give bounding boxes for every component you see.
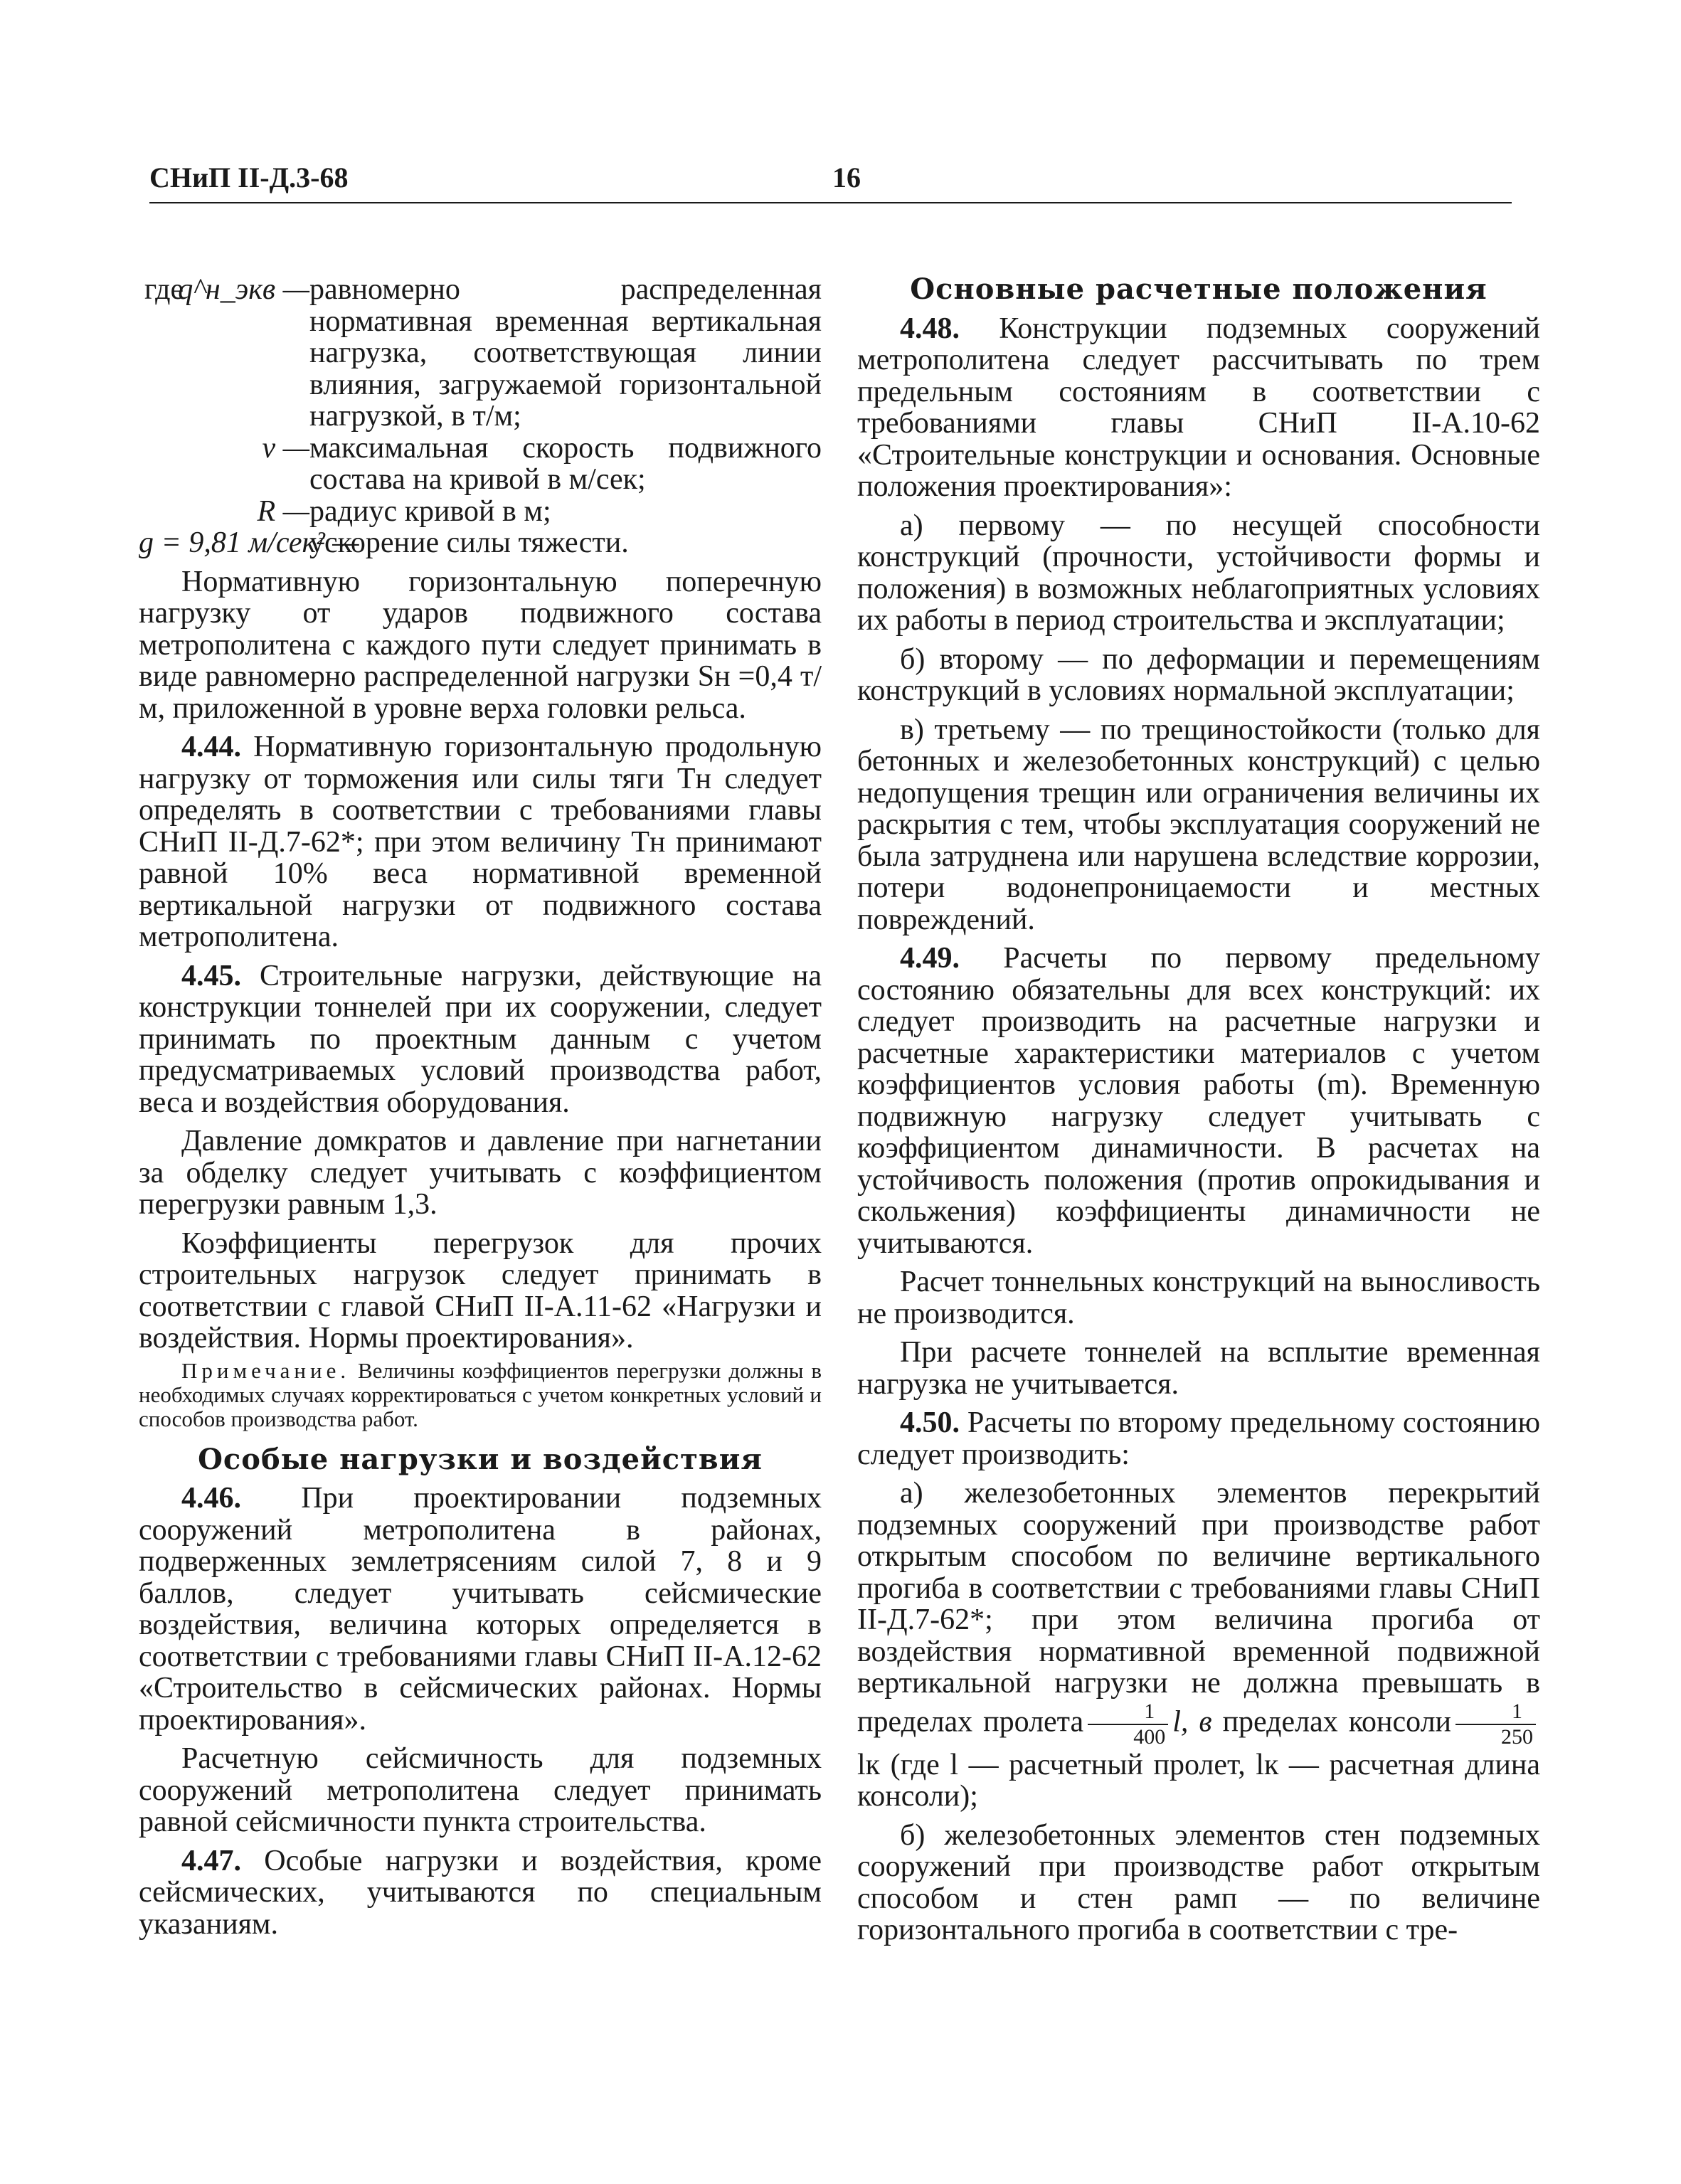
paragraph-4-44 — [139, 731, 822, 953]
clause-text: Конструкции подземных сооружений метрополитена следует рассчитывать по трем предельным состояниям в соответствии с требованиями главы СНиП II-А.10-62 «Строительные конструкции и основания. Основные положения проектирования»: — [857, 312, 1540, 503]
definitions-lead: где — [144, 273, 184, 306]
note-label: Примечание. — [181, 1357, 351, 1383]
list-item-c: в) третьему — по трещиностойкости (только для бетонных и железобетонных конструкций) с целью недопущения трещин или ограничения величины их раскрытия с тем, чтобы эксплуатация сооружений не была затруднена или нарушена вследствие коррозии, потери водонепроницаемости и местных повреждений. — [857, 713, 1540, 936]
fraction-span-limit — [1088, 1700, 1168, 1749]
paragraph-4-50 — [857, 1407, 1540, 1470]
fraction-numerator: 1 — [1088, 1700, 1168, 1725]
paragraph-4-45 — [139, 960, 822, 1119]
paragraph-4-49 — [857, 943, 1540, 1259]
clause-text: l, в — [1172, 1705, 1212, 1739]
fraction-numerator: 1 — [1455, 1700, 1536, 1725]
definition-symbol: q^н_экв — — [178, 273, 309, 306]
definition-text: ускорение силы тяжести. — [309, 526, 629, 559]
section-heading: Особые нагрузки и воздействия — [198, 1442, 763, 1476]
paragraph: Нормативную горизонтальную поперечную нагрузку от ударов подвижного состава метрополитена с каждого пути следует принимать в виде равномерно распределенной нагрузки Sн =0,4 т/м, приложенной в уровне верха головки рельса. — [139, 565, 822, 725]
right-column — [857, 274, 1540, 1946]
clause-number: 4.50. — [900, 1406, 960, 1439]
definition-text: равномерно распределенная нормативная временная вертикальная нагрузка, соответствующая линии влияния, загружаемой горизонтальной нагрузкой, в т/м; — [309, 273, 822, 433]
definition-symbol: R — — [257, 494, 309, 528]
paragraph: Расчет тоннельных конструкций на выносливость не производится. — [857, 1266, 1540, 1330]
clause-text: Расчеты по первому предельному состоянию обязательны для всех конструкций: их следует производить на расчетные нагрузки и расчетные характеристики материалов с учетом коэффициентов условия работы (m). Временную подвижную нагрузку следует учитывать с коэффициентом динамичности. В расчетах на устойчивость положения (против опрокидывания и скольжения) коэффициенты динамичности не учитываются. — [857, 942, 1540, 1260]
clause-number: 4.47. — [181, 1844, 241, 1877]
clause-text: Строительные нагрузки, действующие на конструкции тоннелей при их сооружении, следует принимать по проектным данным с учетом предусматриваемых условий производства работ, веса и воздействия оборудования. — [139, 959, 822, 1119]
section-heading: Основные расчетные положения — [910, 272, 1488, 306]
definition-symbol: g = 9,81 м/сек² — — [139, 526, 359, 559]
definition-item — [139, 496, 822, 528]
definition-text: максимальная скорость подвижного состава на кривой в м/сек; — [309, 431, 822, 496]
document-code: СНиП II-Д.3-68 — [149, 161, 349, 194]
paragraph: Давление домкратов и давление при нагнетании за обделку следует учитывать с коэффициентом перегрузки равным 1,3. — [139, 1125, 822, 1221]
page-header — [149, 162, 1512, 203]
paragraph-4-48 — [857, 313, 1540, 503]
list-item-b: б) второму — по деформации и перемещениям конструкций в условиях нормальной эксплуатации; — [857, 642, 1540, 707]
paragraph: Расчетную сейсмичность для подземных сооружений метрополитена следует принимать равной сейсмичности пункта строительства. — [139, 1742, 822, 1838]
paragraph-4-47 — [139, 1845, 822, 1941]
clause-text: Расчеты по второму предельному состоянию следует производить: — [857, 1406, 1541, 1471]
list-item-b-deflection: б) железобетонных элементов стен подземных сооружений при производстве работ открытым способом и стен рамп — по величине горизонтального прогиба в соответствии с тре- — [857, 1818, 1540, 1946]
clause-text: пределах консоли — [1222, 1705, 1452, 1739]
list-item-a-deflection — [857, 1478, 1540, 1813]
definition-item — [139, 527, 822, 559]
definition-text: радиус кривой в м; — [309, 494, 551, 528]
page-number: 16 — [832, 161, 861, 194]
clause-number: 4.46. — [181, 1482, 241, 1515]
clause-number: 4.44. — [181, 731, 241, 763]
clause-number: 4.45. — [181, 959, 241, 992]
clause-text: lк (где l — расчетный пролет, lк — расчетная длина консоли); — [857, 1748, 1540, 1813]
fraction-denominator: 250 — [1501, 1724, 1534, 1749]
list-item-a: а) первому — по несущей способности конструкций (прочности, устойчивости формы и положения) в возможных неблагоприятных условиях их работы в период строительства и эксплуатации; — [857, 509, 1540, 637]
paragraph: Коэффициенты перегрузок для прочих строительных нагрузок следует принимать в соответствии с главой СНиП II-А.11-62 «Нагрузки и воздействия. Нормы проектирования». — [139, 1226, 822, 1355]
paragraph: При расчете тоннелей на всплытие временная нагрузка не учитывается. — [857, 1336, 1540, 1401]
clause-text: Нормативную горизонтальную продольную нагрузку от торможения или силы тяги Тн следует определять в соответствии с требованиями главы СНиП II-Д.7-62*; при этом величину Тн принимают равной 10% веса нормативной временной вертикальной нагрузки от подвижного состава метрополитена. — [139, 731, 822, 953]
definition-item — [139, 274, 822, 433]
clause-text: Особые нагрузки и воздействия, кроме сейсмических, учитываются по специальным указаниям. — [139, 1844, 822, 1941]
clause-text: При проектировании подземных сооружений метрополитена в районах, подверженных землетрясениям силой 7, 8 и 9 баллов, следует учитывать сейсмические воздействия, величина которых определяется в соответствии с требованиями главы СНиП II-А.12-62 «Строительство в сейсмических районах. Нормы проектирования». — [139, 1482, 822, 1737]
definitions-list — [139, 274, 822, 559]
clause-number: 4.49. — [900, 942, 960, 975]
definition-item — [139, 433, 822, 496]
clause-number: 4.48. — [900, 312, 960, 345]
left-column — [139, 274, 822, 1940]
fraction-console-limit — [1455, 1700, 1536, 1749]
paragraph-4-46 — [139, 1483, 822, 1736]
definition-symbol: v — — [262, 431, 309, 465]
note — [139, 1359, 822, 1431]
fraction-denominator: 400 — [1133, 1724, 1166, 1749]
note-text: Величины коэффициентов перегрузки должны в необходимых случаях корректироваться с учетом конкретных условий и способов производства работ. — [139, 1357, 822, 1431]
clause-text: а) железобетонных элементов перекрытий подземных сооружений при производстве работ открытым способом по величине вертикального прогиба в соответствии с требованиями главы СНиП II-Д.7-62*; при этом величина прогиба от воздействия нормативной временной подвижной вертикальной нагрузки не должна превышать в пределах пролета — [857, 1477, 1540, 1739]
